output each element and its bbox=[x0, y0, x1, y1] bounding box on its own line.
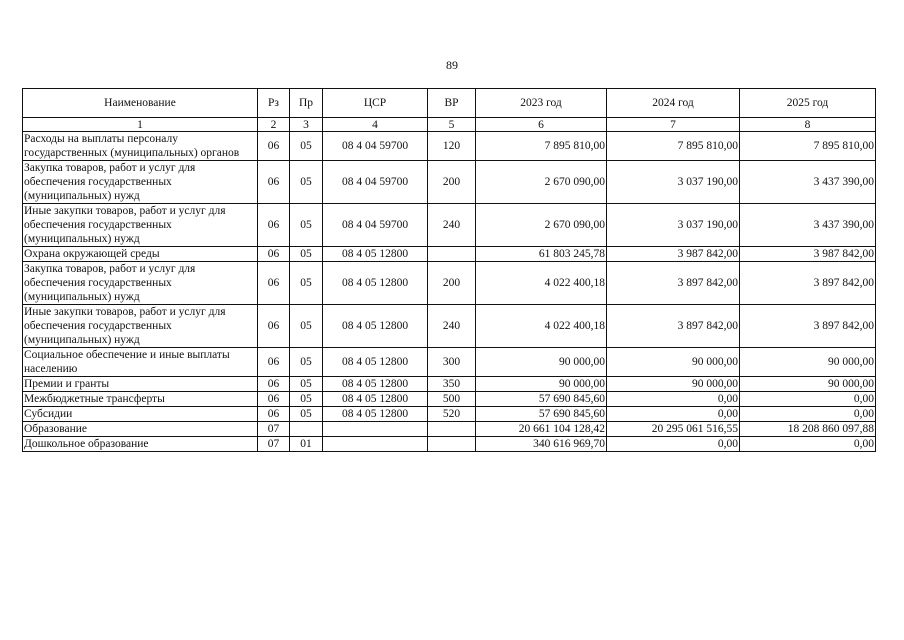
cell-2025: 3 897 842,00 bbox=[740, 305, 876, 348]
header-2023: 2023 год bbox=[476, 89, 607, 118]
header-pr: Пр bbox=[290, 89, 323, 118]
cell-name: Субсидии bbox=[23, 407, 258, 422]
cell-name: Социальное обеспечение и иные выплаты населению bbox=[23, 348, 258, 377]
cell-csr: 08 4 05 12800 bbox=[323, 262, 428, 305]
cell-2025: 3 437 390,00 bbox=[740, 204, 876, 247]
cell-2025: 3 897 842,00 bbox=[740, 262, 876, 305]
header-vr: ВР bbox=[428, 89, 476, 118]
cell-rz: 06 bbox=[258, 392, 290, 407]
cell-2025: 3 437 390,00 bbox=[740, 161, 876, 204]
column-number: 8 bbox=[740, 118, 876, 132]
cell-name: Иные закупки товаров, работ и услуг для обеспечения государственных (муниципальных) нужд bbox=[23, 305, 258, 348]
cell-2023: 90 000,00 bbox=[476, 348, 607, 377]
cell-pr: 05 bbox=[290, 392, 323, 407]
cell-2025: 0,00 bbox=[740, 392, 876, 407]
cell-pr: 05 bbox=[290, 377, 323, 392]
cell-csr: 08 4 04 59700 bbox=[323, 161, 428, 204]
cell-pr: 05 bbox=[290, 262, 323, 305]
cell-vr: 200 bbox=[428, 161, 476, 204]
cell-csr: 08 4 05 12800 bbox=[323, 348, 428, 377]
cell-vr: 350 bbox=[428, 377, 476, 392]
cell-csr: 08 4 04 59700 bbox=[323, 132, 428, 161]
table-row bbox=[23, 407, 876, 422]
cell-name: Закупка товаров, работ и услуг для обеспечения государственных (муниципальных) нужд bbox=[23, 262, 258, 305]
cell-2024: 3 987 842,00 bbox=[607, 247, 740, 262]
cell-rz: 06 bbox=[258, 204, 290, 247]
header-2024: 2024 год bbox=[607, 89, 740, 118]
cell-pr: 05 bbox=[290, 161, 323, 204]
table-row bbox=[23, 422, 876, 437]
cell-rz: 06 bbox=[258, 305, 290, 348]
cell-rz: 07 bbox=[258, 422, 290, 437]
cell-csr: 08 4 05 12800 bbox=[323, 377, 428, 392]
cell-2024: 0,00 bbox=[607, 392, 740, 407]
cell-2024: 90 000,00 bbox=[607, 348, 740, 377]
cell-2023: 61 803 245,78 bbox=[476, 247, 607, 262]
column-number: 3 bbox=[290, 118, 323, 132]
cell-rz: 06 bbox=[258, 161, 290, 204]
cell-vr: 500 bbox=[428, 392, 476, 407]
cell-pr: 05 bbox=[290, 305, 323, 348]
cell-rz: 06 bbox=[258, 407, 290, 422]
table-row bbox=[23, 305, 876, 348]
cell-name: Премии и гранты bbox=[23, 377, 258, 392]
cell-2024: 3 037 190,00 bbox=[607, 161, 740, 204]
cell-vr bbox=[428, 422, 476, 437]
cell-2024: 7 895 810,00 bbox=[607, 132, 740, 161]
header-2025: 2025 год bbox=[740, 89, 876, 118]
table-row bbox=[23, 132, 876, 161]
cell-2023: 57 690 845,60 bbox=[476, 392, 607, 407]
cell-csr bbox=[323, 422, 428, 437]
table-row bbox=[23, 392, 876, 407]
table-row bbox=[23, 437, 876, 452]
budget-table bbox=[22, 88, 876, 452]
cell-csr: 08 4 05 12800 bbox=[323, 247, 428, 262]
cell-2025: 3 987 842,00 bbox=[740, 247, 876, 262]
cell-name: Дошкольное образование bbox=[23, 437, 258, 452]
cell-vr bbox=[428, 437, 476, 452]
cell-pr: 05 bbox=[290, 348, 323, 377]
column-number: 1 bbox=[23, 118, 258, 132]
header-name: Наименование bbox=[23, 89, 258, 118]
table-row bbox=[23, 247, 876, 262]
column-number-row bbox=[23, 118, 876, 132]
cell-2024: 3 037 190,00 bbox=[607, 204, 740, 247]
cell-rz: 06 bbox=[258, 132, 290, 161]
cell-2023: 57 690 845,60 bbox=[476, 407, 607, 422]
cell-2023: 340 616 969,70 bbox=[476, 437, 607, 452]
cell-2023: 7 895 810,00 bbox=[476, 132, 607, 161]
column-number: 7 bbox=[607, 118, 740, 132]
cell-csr: 08 4 04 59700 bbox=[323, 204, 428, 247]
cell-csr bbox=[323, 437, 428, 452]
cell-2024: 0,00 bbox=[607, 407, 740, 422]
cell-2025: 7 895 810,00 bbox=[740, 132, 876, 161]
cell-vr bbox=[428, 247, 476, 262]
table-row bbox=[23, 262, 876, 305]
cell-vr: 240 bbox=[428, 204, 476, 247]
cell-rz: 06 bbox=[258, 377, 290, 392]
cell-2023: 2 670 090,00 bbox=[476, 161, 607, 204]
page-number: 89 bbox=[446, 58, 458, 72]
table-row bbox=[23, 204, 876, 247]
cell-pr: 05 bbox=[290, 132, 323, 161]
cell-2023: 90 000,00 bbox=[476, 377, 607, 392]
cell-rz: 06 bbox=[258, 262, 290, 305]
cell-vr: 300 bbox=[428, 348, 476, 377]
cell-csr: 08 4 05 12800 bbox=[323, 407, 428, 422]
cell-name: Охрана окружающей среды bbox=[23, 247, 258, 262]
table-row bbox=[23, 348, 876, 377]
table-body bbox=[23, 132, 876, 452]
cell-2023: 2 670 090,00 bbox=[476, 204, 607, 247]
cell-2024: 3 897 842,00 bbox=[607, 262, 740, 305]
cell-2024: 90 000,00 bbox=[607, 377, 740, 392]
header-row bbox=[23, 89, 876, 118]
table-row bbox=[23, 161, 876, 204]
cell-2023: 4 022 400,18 bbox=[476, 262, 607, 305]
column-number: 5 bbox=[428, 118, 476, 132]
header-rz: Рз bbox=[258, 89, 290, 118]
cell-name: Расходы на выплаты персоналу государственных (муниципальных) органов bbox=[23, 132, 258, 161]
table-row bbox=[23, 377, 876, 392]
cell-rz: 06 bbox=[258, 348, 290, 377]
cell-name: Закупка товаров, работ и услуг для обеспечения государственных (муниципальных) нужд bbox=[23, 161, 258, 204]
header-csr: ЦСР bbox=[323, 89, 428, 118]
cell-rz: 07 bbox=[258, 437, 290, 452]
cell-2023: 4 022 400,18 bbox=[476, 305, 607, 348]
cell-name: Иные закупки товаров, работ и услуг для обеспечения государственных (муниципальных) нужд bbox=[23, 204, 258, 247]
cell-rz: 06 bbox=[258, 247, 290, 262]
column-number: 2 bbox=[258, 118, 290, 132]
cell-csr: 08 4 05 12800 bbox=[323, 392, 428, 407]
cell-name: Образование bbox=[23, 422, 258, 437]
cell-vr: 200 bbox=[428, 262, 476, 305]
cell-2025: 18 208 860 097,88 bbox=[740, 422, 876, 437]
cell-2023: 20 661 104 128,42 bbox=[476, 422, 607, 437]
cell-2024: 20 295 061 516,55 bbox=[607, 422, 740, 437]
cell-vr: 520 bbox=[428, 407, 476, 422]
cell-2025: 0,00 bbox=[740, 407, 876, 422]
column-number: 4 bbox=[323, 118, 428, 132]
cell-pr: 05 bbox=[290, 247, 323, 262]
cell-csr: 08 4 05 12800 bbox=[323, 305, 428, 348]
cell-vr: 120 bbox=[428, 132, 476, 161]
cell-2024: 0,00 bbox=[607, 437, 740, 452]
cell-2025: 90 000,00 bbox=[740, 348, 876, 377]
cell-pr: 01 bbox=[290, 437, 323, 452]
cell-pr: 05 bbox=[290, 204, 323, 247]
cell-2025: 0,00 bbox=[740, 437, 876, 452]
cell-pr: 05 bbox=[290, 407, 323, 422]
cell-2024: 3 897 842,00 bbox=[607, 305, 740, 348]
column-number: 6 bbox=[476, 118, 607, 132]
cell-2025: 90 000,00 bbox=[740, 377, 876, 392]
cell-vr: 240 bbox=[428, 305, 476, 348]
cell-name: Межбюджетные трансферты bbox=[23, 392, 258, 407]
cell-pr bbox=[290, 422, 323, 437]
